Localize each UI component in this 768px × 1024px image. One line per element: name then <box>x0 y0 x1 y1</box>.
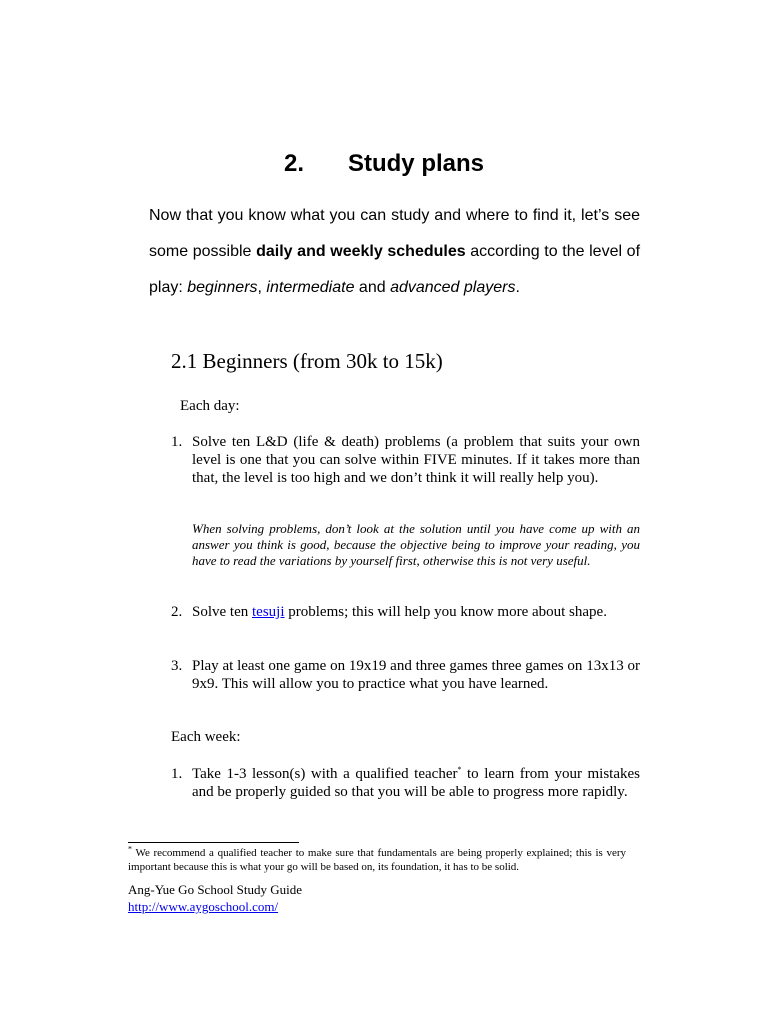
intro-text-1: Now that you know what you can study and where to find it, let’s see some possible <box>149 207 640 260</box>
tesuji-link[interactable]: tesuji <box>252 604 285 620</box>
footnote-divider <box>128 842 299 843</box>
list-number: 1. <box>171 766 183 782</box>
daily-item-2 <box>171 603 640 621</box>
chapter-title-text: Study plans <box>347 150 485 177</box>
list-number: 2. <box>171 604 183 620</box>
list-number: 3. <box>171 658 183 674</box>
each-week-label: Each week: <box>171 729 241 745</box>
level-beginners: beginners <box>187 279 258 296</box>
footnote-marker[interactable]: * <box>457 765 462 774</box>
list-item-text-pre: Solve ten <box>192 604 252 620</box>
footnote <box>128 846 626 874</box>
chapter-number: 2. <box>283 150 304 177</box>
daily-item-1 <box>171 433 640 487</box>
list-item-text-post: problems; this will help you know more about shape. <box>284 604 607 620</box>
list-item-text-pre: Take 1-3 lesson(s) with a qualified teacher <box>192 766 458 782</box>
solving-note: When solving problems, don’t look at the solution until you have come up with an answer you think is good, because the objective being to improve your reading, you have to read the variations by yourself first, otherwise this is not very useful. <box>192 521 640 568</box>
weekly-item-1 <box>171 765 640 801</box>
intro-and: and <box>354 279 391 296</box>
section-heading: 2.1 Beginners (from 30k to 15k) <box>171 349 443 373</box>
intro-comma: , <box>257 279 267 296</box>
each-day-label: Each day: <box>180 398 240 414</box>
list-item-text-post: to learn from your mistakes and be properly guided so that you will be able to progress more rapidly. <box>192 766 640 800</box>
list-item-text: Solve ten L&D (life & death) problems (a problem that suits your own level is one that you can solve within FIVE minutes. If it takes more than that, the level is too high and we don’t think it will really help you). <box>192 434 640 486</box>
intro-bold-text: daily and weekly schedules <box>256 243 466 260</box>
daily-item-3 <box>171 657 640 693</box>
intro-paragraph <box>149 198 640 306</box>
chapter-title <box>0 148 768 180</box>
intro-end: . <box>515 279 520 296</box>
level-advanced: advanced players <box>390 279 516 296</box>
level-intermediate: intermediate <box>266 279 355 296</box>
intro-text-2: according to the level of play: <box>149 243 641 296</box>
list-item-text <box>171 765 640 801</box>
list-item-text: Play at least one game on 19x19 and three games three games on 13x13 or 9x9. This will allow you to practice what you have learned. <box>192 658 640 692</box>
footnote-mark: * <box>128 844 132 854</box>
footer-url-link[interactable]: http://www.aygoschool.com/ <box>128 899 279 914</box>
footer-title: Ang-Yue Go School Study Guide <box>128 882 303 897</box>
list-number: 1. <box>171 434 183 450</box>
list-item-text <box>171 603 640 621</box>
footnote-text: We recommend a qualified teacher to make sure that fundamentals are being properly explained; this is very important because this is what your go will be based on, its foundation, it has to be solid. <box>128 847 626 873</box>
